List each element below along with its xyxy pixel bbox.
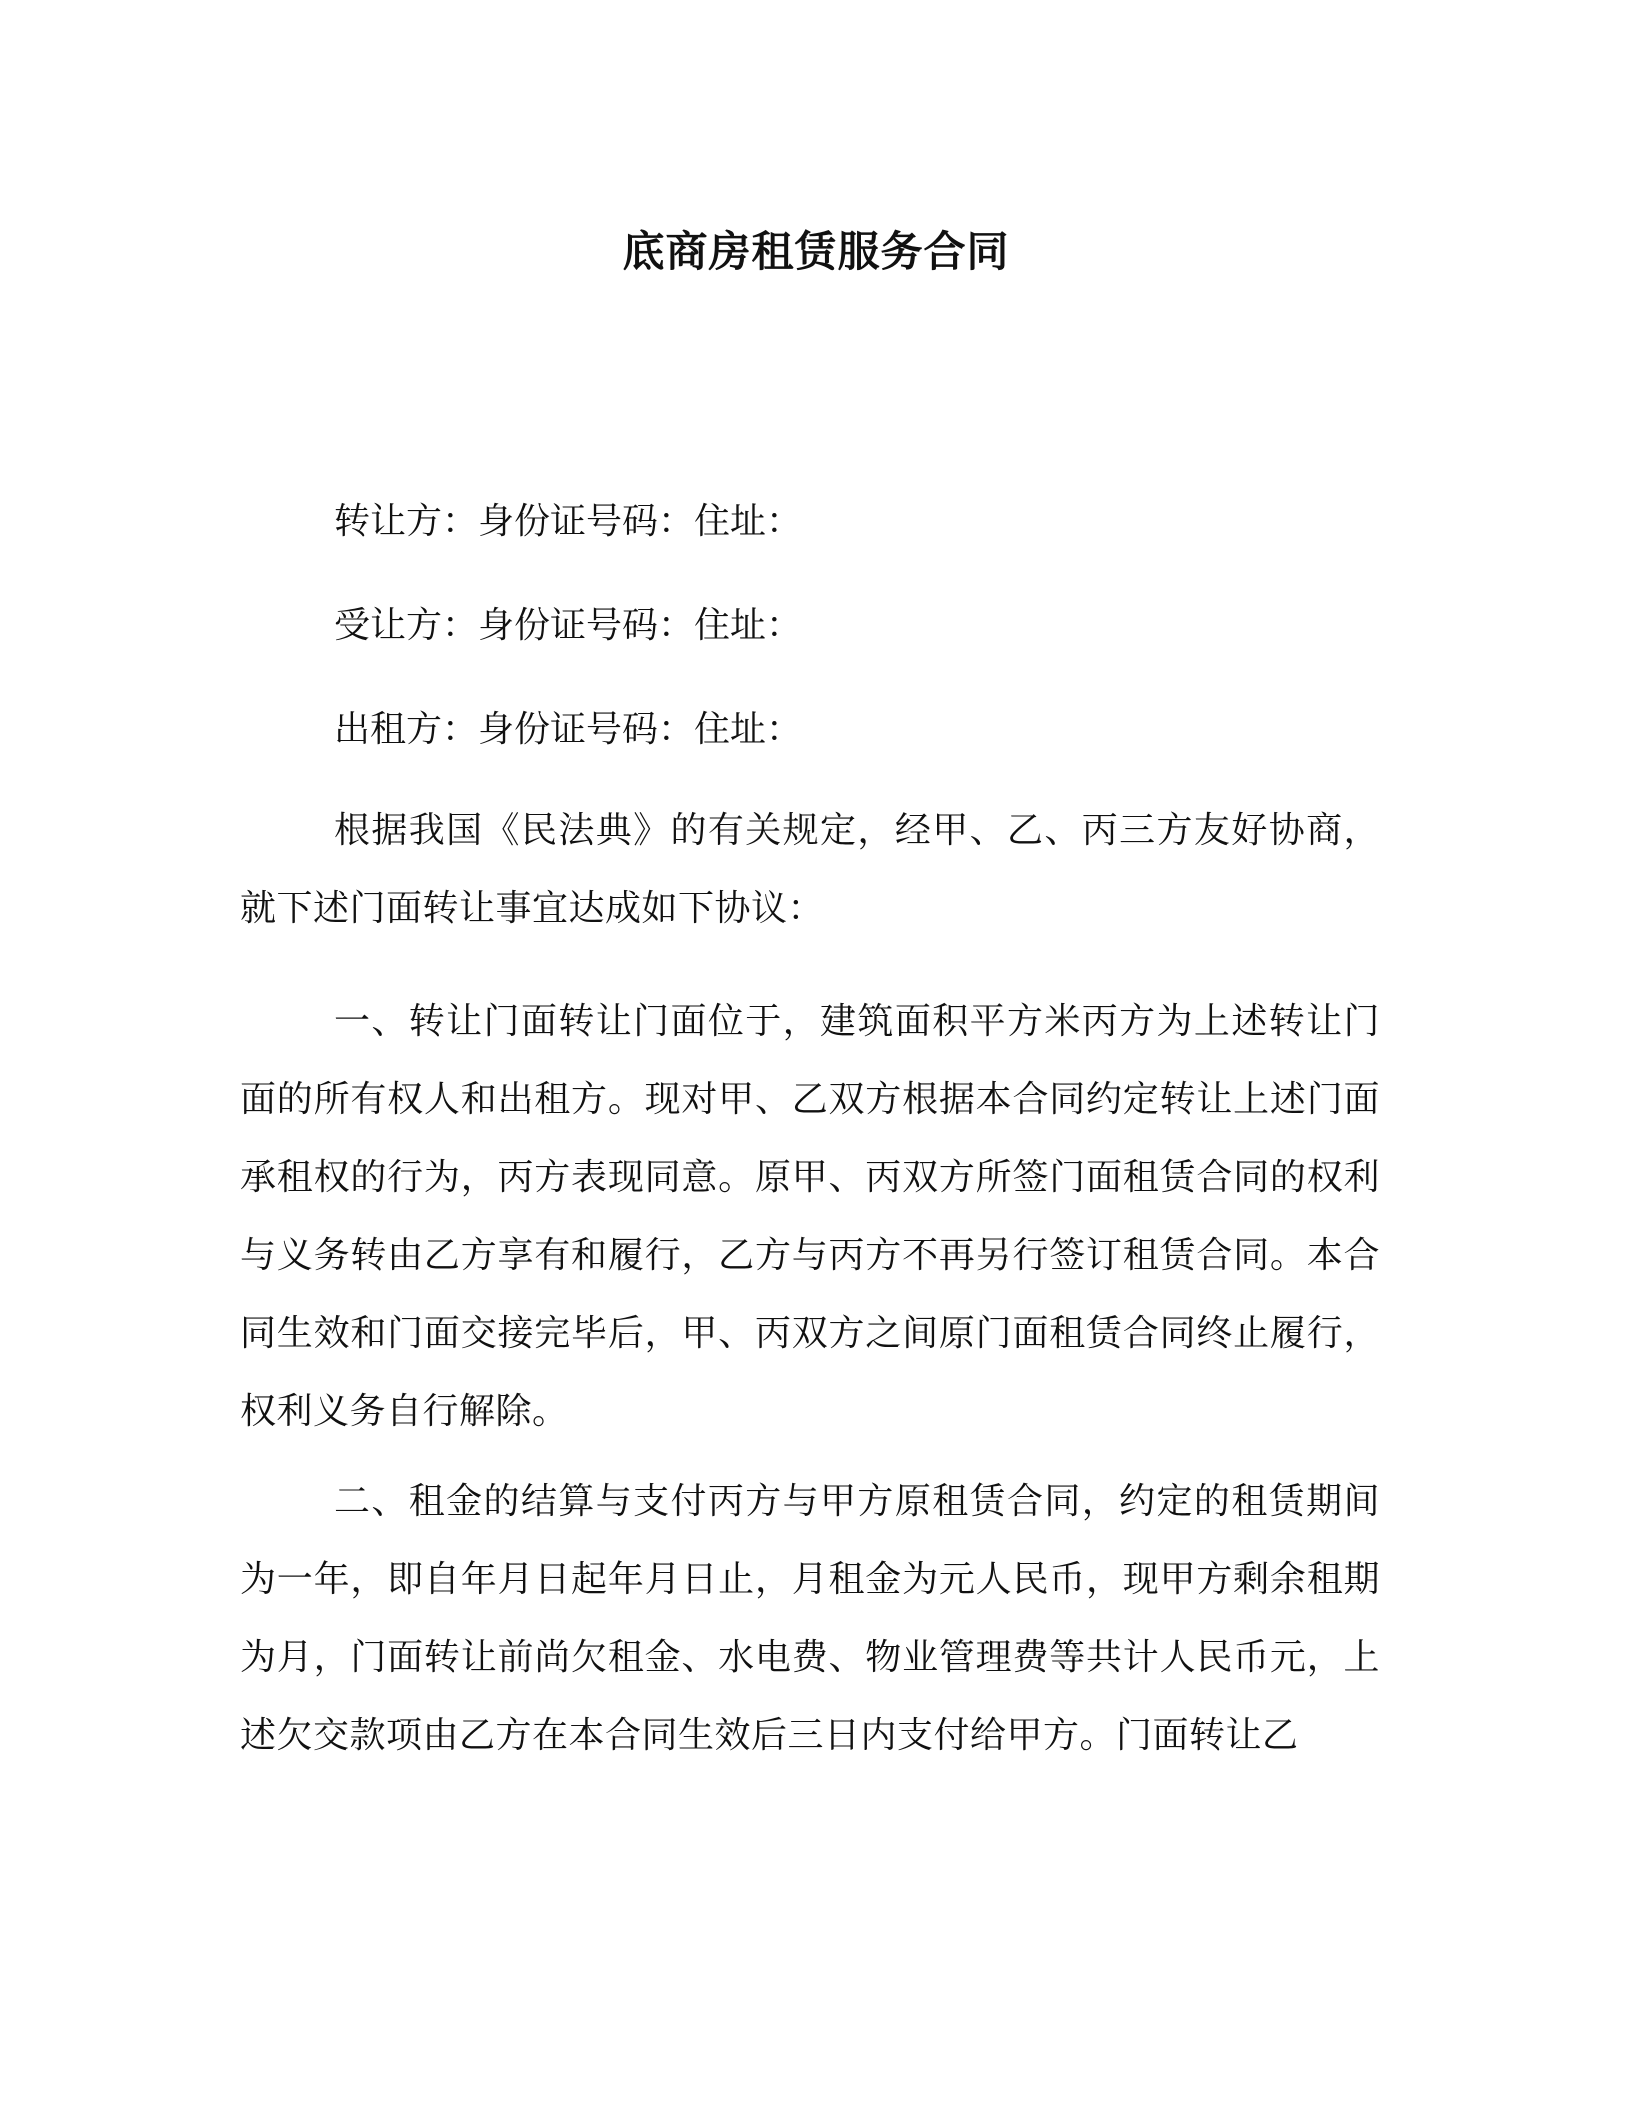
clause-one-paragraph: 一、转让门面转让门面位于，建筑面积平方米丙方为上述转让门面的所有权人和出租方。现对甲、乙双方根据本合同约定转让上述门面承租权的行为，丙方表现同意。原甲、丙双方所签门面租赁合同的权利与义务转由乙方享有和履行，乙方与丙方不再另行签订租赁合同。本合同生效和门面交接完毕后，甲、丙双方之间原门面租赁合同终止履行，权利义务自行解除。	[240, 1001, 1380, 1432]
party-transferor: 转让方：身份证号码：住址：	[334, 501, 803, 542]
clause-two-paragraph: 二、租金的结算与支付丙方与甲方原租赁合同，约定的租赁期间为一年，即自年月日起年月日止，月租金为元人民币，现甲方剩余租期为月，门面转让前尚欠租金、水电费、物业管理费等共计人民币元，上述欠交款项由乙方在本合同生效后三日内支付给甲方。门面转让乙	[240, 1481, 1380, 1756]
party-lessor: 出租方：身份证号码：住址：	[334, 709, 803, 750]
document-title: 底商房租赁服务合同	[622, 227, 1010, 276]
intro-paragraph: 根据我国《民法典》的有关规定，经甲、乙、丙三方友好协商，就下述门面转让事宜达成如下协议：	[240, 810, 1380, 929]
party-transferee: 受让方：身份证号码：住址：	[334, 605, 803, 646]
